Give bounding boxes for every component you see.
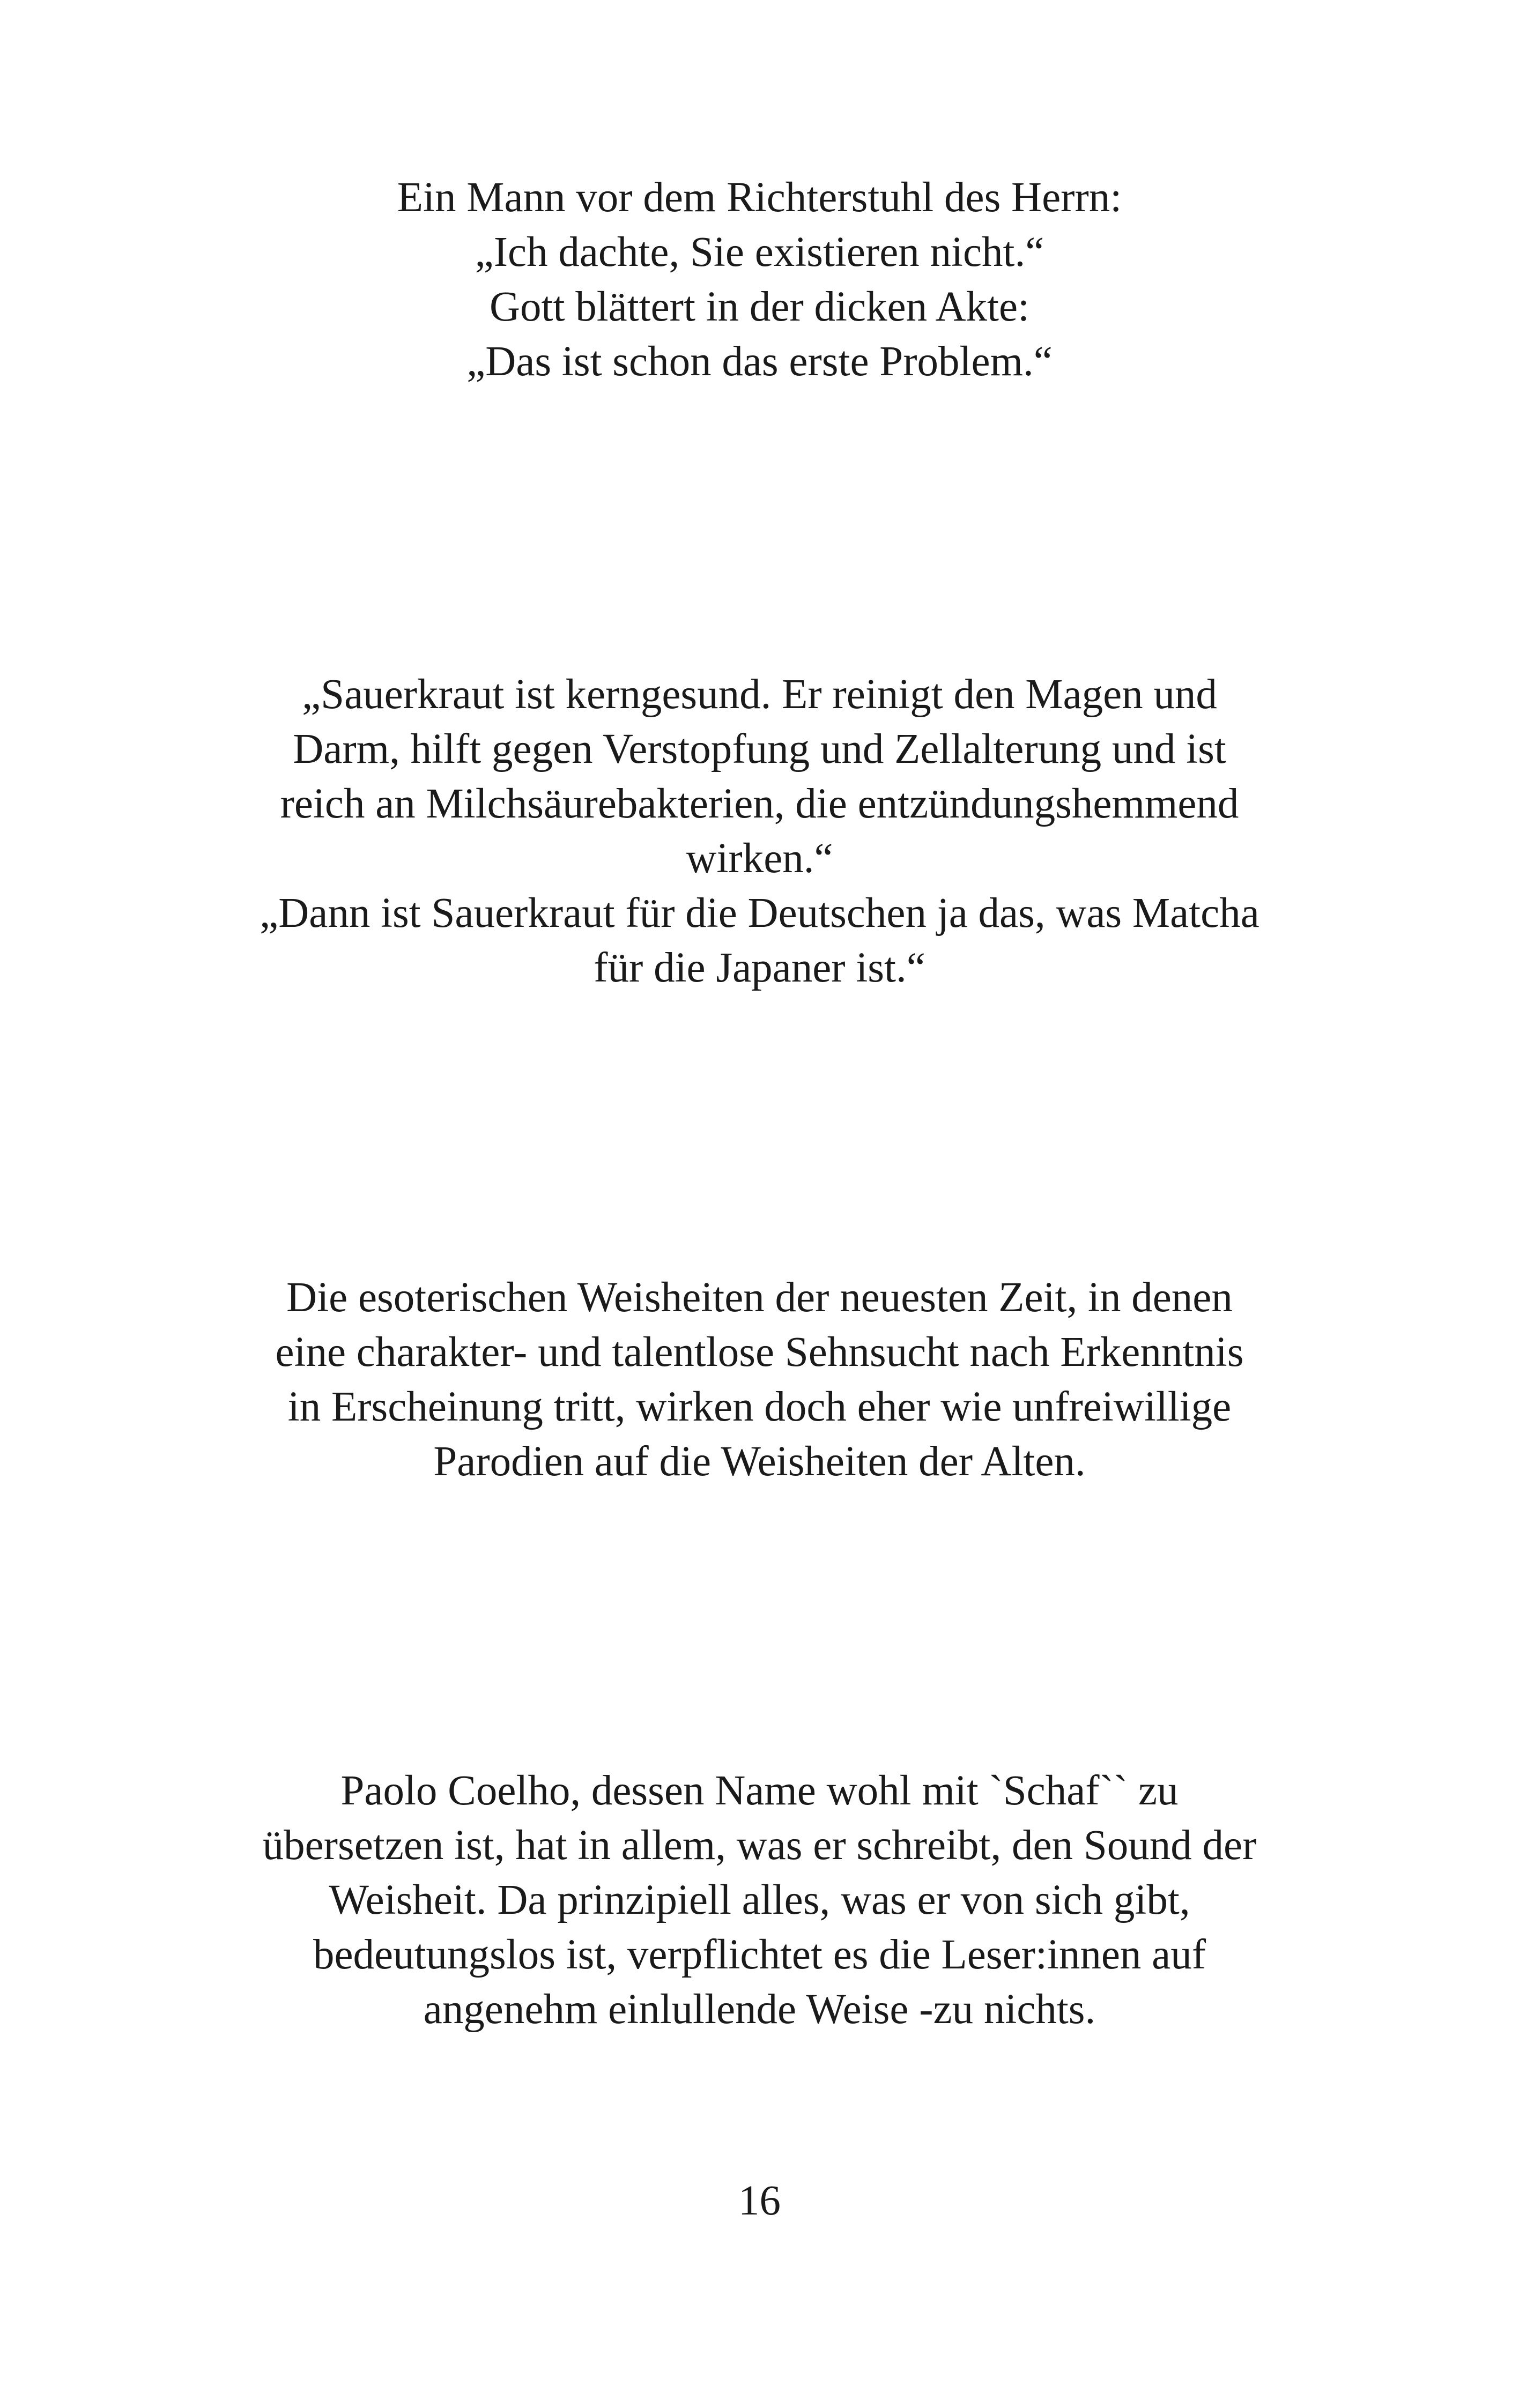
text-line: „Ich dachte, Sie existieren nicht.“ (475, 229, 1044, 276)
text-line: wirken.“ (686, 835, 833, 882)
text-line: in Erscheinung tritt, wirken doch eher wie unfreiwillige (287, 1384, 1232, 1430)
text-line: übersetzen ist, hat in allem, was er schreibt, den Sound der (262, 1822, 1257, 1869)
text-line: „Das ist schon das erste Problem.“ (466, 338, 1053, 385)
text-line: Die esoterischen Weisheiten der neuesten Zeit, in denen (286, 1274, 1233, 1321)
text-line: Parodien auf die Weisheiten der Alten. (433, 1438, 1086, 1485)
aphorism-3 (161, 1270, 1358, 1489)
page-number: 16 (738, 2177, 781, 2224)
text-line: bedeutungslos ist, verpflichtet es die Leser:innen auf (313, 1931, 1206, 1978)
text-line: Darm, hilft gegen Verstopfung und Zellalterung und ist (293, 726, 1226, 772)
text-line: Gott blättert in der dicken Akte: (490, 284, 1029, 330)
aphorism-2 (161, 667, 1358, 995)
aphorism-4 (161, 1764, 1358, 2037)
text-line: eine charakter- und talentlose Sehnsucht nach Erkenntnis (275, 1329, 1244, 1376)
text-line: Paolo Coelho, dessen Name wohl mit `Schaf`` zu (340, 1767, 1179, 1814)
text-line: für die Japaner ist.“ (594, 945, 925, 991)
text-line: Weisheit. Da prinzipiell alles, was er von sich gibt, (329, 1877, 1190, 1923)
aphorism-1 (161, 170, 1358, 389)
text-line: „Dann ist Sauerkraut für die Deutschen ja das, was Matcha (260, 890, 1259, 937)
text-line: „Sauerkraut ist kerngesund. Er reinigt den Magen und (302, 671, 1217, 718)
text-line: angenehm einlullende Weise -zu nichts. (423, 1986, 1096, 2033)
text-line: Ein Mann vor dem Richterstuhl des Herrn: (397, 174, 1122, 221)
text-line: reich an Milchsäurebakterien, die entzündungshemmend (280, 781, 1239, 827)
